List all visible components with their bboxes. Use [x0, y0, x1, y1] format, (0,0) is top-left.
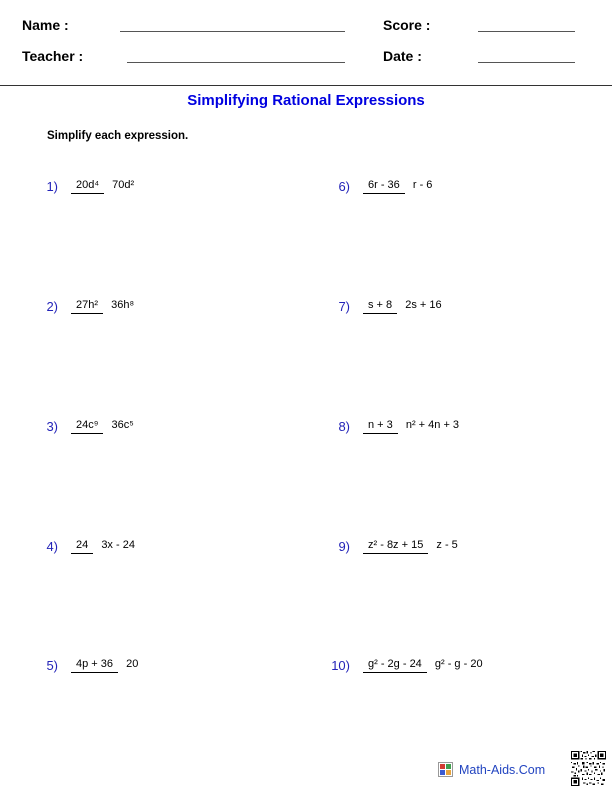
fraction-numerator: z² - 8z + 15: [363, 539, 428, 554]
problem-number: 4): [46, 538, 58, 554]
fraction-denominator: 3x - 24: [101, 539, 135, 552]
problem-number: 9): [338, 538, 350, 554]
problem-10: [322, 642, 488, 688]
name-label: Name :: [22, 17, 69, 33]
problem-number: 7): [338, 298, 350, 314]
problem-number: 5): [46, 657, 58, 673]
fraction-denominator: r - 6: [412, 179, 433, 192]
fraction: [71, 298, 139, 313]
fraction-denominator: 36h⁸: [111, 299, 135, 312]
fraction: [363, 538, 463, 553]
problem-number: 3): [46, 418, 58, 434]
fraction-denominator: n² + 4n + 3: [405, 419, 460, 432]
problem-5: [30, 642, 143, 688]
problem-number: 1): [46, 178, 58, 194]
fraction: [363, 418, 464, 433]
fraction-numerator: 24: [71, 539, 93, 554]
instruction-text: Simplify each expression.: [47, 130, 189, 142]
fraction-denominator: z - 5: [436, 539, 458, 552]
name-line: [120, 31, 345, 32]
fraction-numerator: 24c⁹: [71, 419, 103, 434]
score-line: [478, 31, 575, 32]
problem-9: [322, 523, 463, 569]
fraction-numerator: g² - 2g - 24: [363, 658, 427, 673]
problem-3: [30, 403, 139, 449]
fraction: [363, 298, 447, 313]
problem-4: [30, 523, 140, 569]
fraction-numerator: 27h²: [71, 299, 103, 314]
fraction: [71, 418, 139, 433]
problem-2: [30, 283, 139, 329]
problem-7: [322, 283, 447, 329]
teacher-line: [127, 62, 345, 63]
fraction: [71, 657, 143, 672]
teacher-label: Teacher :: [22, 48, 84, 64]
math-aids-link[interactable]: [438, 762, 545, 777]
fraction-numerator: 4p + 36: [71, 658, 118, 673]
fraction: [363, 178, 437, 193]
problem-number: 6): [338, 178, 350, 194]
brand-text: Math-Aids.Com: [459, 762, 546, 777]
math-aids-logo-icon: [438, 762, 453, 777]
fraction-numerator: 6r - 36: [363, 179, 405, 194]
problem-6: [322, 163, 437, 209]
fraction: [71, 538, 140, 553]
date-line: [478, 62, 575, 63]
problem-number: 10): [331, 657, 350, 673]
fraction-denominator: 70d²: [112, 179, 135, 192]
fraction: [71, 178, 139, 193]
fraction-denominator: 20: [126, 658, 139, 671]
fraction-numerator: n + 3: [363, 419, 398, 434]
fraction-numerator: s + 8: [363, 299, 397, 314]
fraction-denominator: g² - g - 20: [434, 658, 483, 671]
fraction: [363, 657, 488, 672]
header-divider: [0, 85, 612, 86]
qr-code: [571, 751, 606, 786]
problem-number: 2): [46, 298, 58, 314]
problem-8: [322, 403, 464, 449]
problem-1: [30, 163, 139, 209]
fraction-denominator: 36c⁵: [111, 419, 134, 432]
date-label: Date :: [383, 48, 422, 64]
page-title: Simplifying Rational Expressions: [187, 92, 425, 109]
score-label: Score :: [383, 17, 431, 33]
fraction-numerator: 20d⁴: [71, 179, 104, 194]
problem-number: 8): [338, 418, 350, 434]
fraction-denominator: 2s + 16: [405, 299, 442, 312]
